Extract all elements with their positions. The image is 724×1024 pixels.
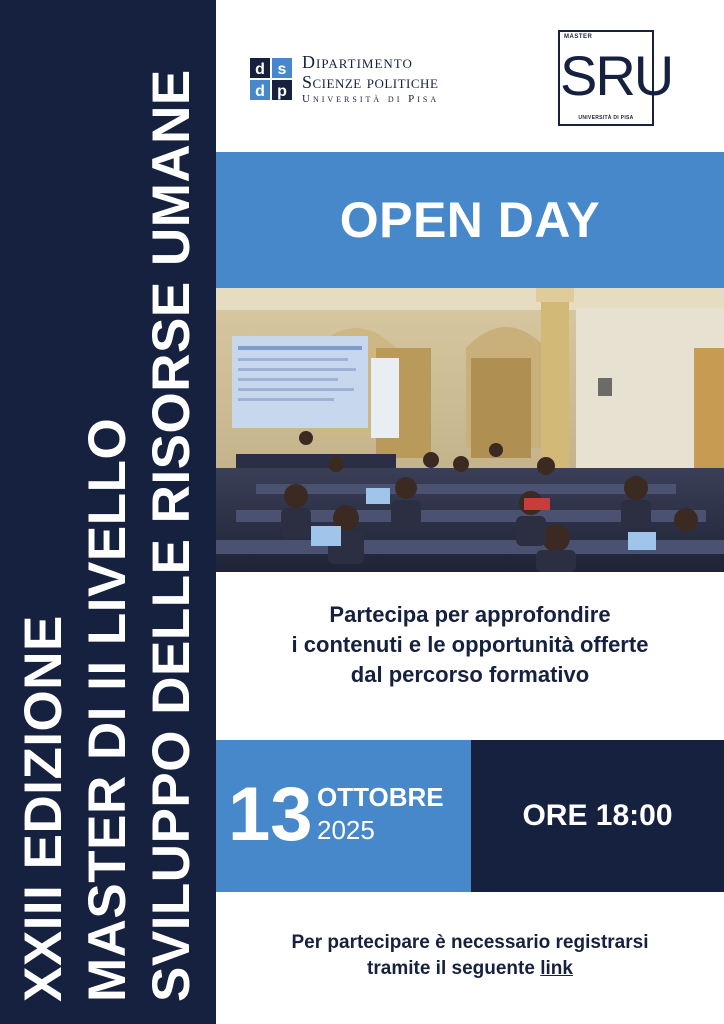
sru-letters: SRU xyxy=(560,44,673,107)
svg-text:p: p xyxy=(277,83,287,100)
master-name-label: SVILUPPO DELLE RISORSE UMANE xyxy=(142,69,201,1002)
master-level-label: MASTER DI II LIVELLO xyxy=(78,417,137,1002)
classroom-photo xyxy=(216,288,724,572)
description-line2: i contenuti e le opportunità offerte xyxy=(291,632,649,657)
open-day-title: OPEN DAY xyxy=(339,192,601,248)
registration-link[interactable]: link xyxy=(540,958,573,979)
svg-text:d: d xyxy=(255,83,265,100)
description-line1: Partecipa per approfondire xyxy=(329,602,611,627)
svg-text:d: d xyxy=(255,61,265,78)
department-name xyxy=(302,52,439,106)
event-date xyxy=(216,740,471,892)
dsp-logo-icon xyxy=(244,52,298,106)
sru-master-label: MASTER xyxy=(564,34,593,40)
description-line3: dal percorso formativo xyxy=(350,662,590,687)
event-time xyxy=(471,740,724,892)
side-title xyxy=(12,22,204,1002)
edition-label: XXIII EDIZIONE xyxy=(14,615,73,1002)
department-line2: Scienze politiche xyxy=(302,72,439,92)
event-day: 13 xyxy=(228,772,313,857)
open-day-banner xyxy=(216,152,724,288)
side-title-band xyxy=(0,0,216,1024)
registration-line2 xyxy=(216,956,724,982)
sru-university-label: UNIVERSITÀ DI PISA xyxy=(578,115,634,121)
classroom-illustration xyxy=(216,288,724,572)
svg-text:s: s xyxy=(277,61,287,78)
department-line3: Università di Pisa xyxy=(302,93,440,105)
event-time-label: ORE 18:00 xyxy=(522,799,673,832)
department-line1: Dipartimento xyxy=(302,52,413,72)
sru-master-logo xyxy=(558,30,673,126)
department-logo xyxy=(244,50,484,110)
registration-line1: Per partecipare è necessario registrarsi xyxy=(291,932,649,953)
registration-note xyxy=(216,930,724,982)
event-description xyxy=(216,600,724,690)
registration-line2-text: tramite il seguente xyxy=(367,958,541,979)
event-month: OTTOBRE xyxy=(317,782,444,812)
event-year: 2025 xyxy=(317,815,375,845)
